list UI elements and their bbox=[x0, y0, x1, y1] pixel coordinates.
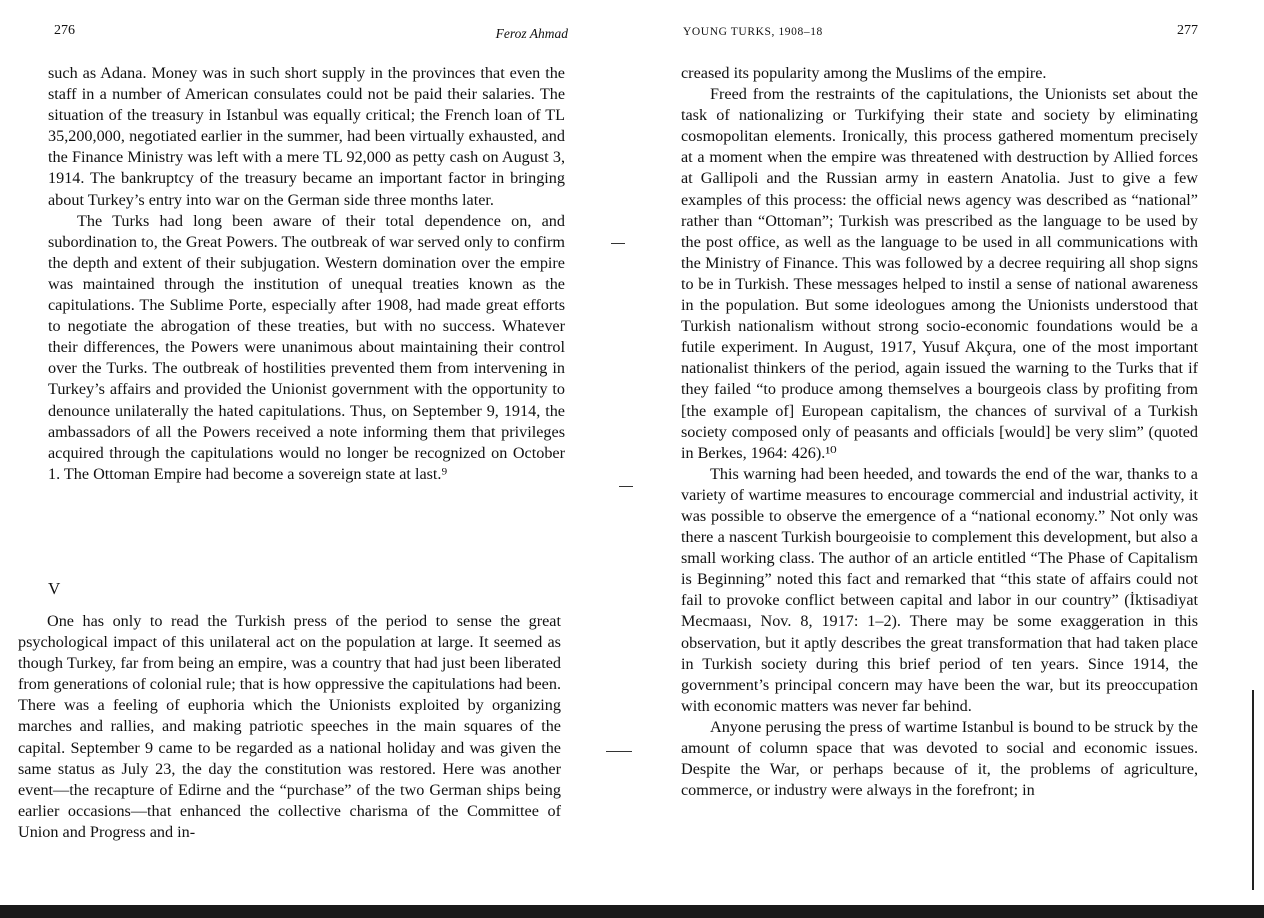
page-edge bbox=[1252, 690, 1254, 890]
paragraph: creased its popularity among the Muslims of the empire. bbox=[681, 64, 1047, 82]
left-column-top bbox=[48, 63, 565, 485]
left-page bbox=[0, 0, 620, 905]
paragraph: such as Adana. Money was in such short supply in the provinces that even the staff in a number of American consulates could not be paid their salaries. The situation of the treasury in Istanbul was equally critical; the French loan of TL 35,200,000, negotiated earlier in the summer, had been virtually exhausted, and the Finance Ministry was left with a mere TL 92,000 as petty cash on August 3, 1914. The bankruptcy of the treasury became an important factor in bringing about Turkey’s entry into war on the German side three months later. bbox=[48, 64, 565, 209]
paragraph: Anyone perusing the press of wartime Istanbul is bound to be struck by the amount of column space that was devoted to social and economic issues. Despite the War, or perhaps because of it, the problems of agriculture, commerce, or industry were always in the forefront; in bbox=[681, 717, 1198, 800]
page-number: 276 bbox=[54, 23, 75, 38]
paragraph: One has only to read the Turkish press of the period to sense the great psychological impact of this unilateral act on the population at large. It seemed as though Turkey, far from being an empire, was a country that had just been liberated from generations of colonial rule; that is how oppressive the capitulations had been. There was a feeling of euphoria which the Unionists exploited by organizing marches and rallies, and making patriotic speeches in the main squares of the capital. September 9 came to be regarded as a national holiday and was given the same status as July 23, the day the constitution was restored. Here was another event—the recapture of Edirne and the “purchase” of the two German ships being earlier occasions—that enhanced the collective charisma of the Committee of Union and Progress and in- bbox=[18, 612, 561, 841]
page-number: 277 bbox=[1177, 23, 1198, 38]
right-page bbox=[620, 0, 1264, 905]
paragraph: This warning had been heeded, and towards the end of the war, thanks to a variety of wartime measures to encourage commercial and industrial activity, it was possible to observe the emergence of a “national economy.” Not only was there a nascent Turkish bourgeoisie to complement this development, but also a small working class. The author of an article entitled “The Phase of Capitalism is Beginning” noted this fact and remarked that “this state of affairs could not fail to provoke conflict between capital and labor in our country” (İktisadiyat Mecmaası, Nov. 8, 1917: 1–2). There may be some exaggeration in this observation, but it aptly describes the great transformation that had taken place in Turkish society during this brief period of ten years. Since 1914, the government’s principal concern may have been the war, but its preoccupation with economic matters was never far behind. bbox=[681, 464, 1198, 715]
left-column-bottom bbox=[18, 611, 561, 843]
section-heading: V bbox=[48, 579, 61, 598]
paragraph: The Turks had long been aware of their total dependence on, and subordination to, the Great Powers. The outbreak of war served only to confirm the depth and extent of their subjugation. Western domination over the empire was maintained through the institution of unequal treaties known as the capitulations. The Sublime Porte, especially after 1908, had made great efforts to negotiate the abrogation of these treaties, but with no success. Whatever their differences, the Powers were unanimous about maintaining their control over the Turks. The outbreak of hostilities prevented them from intervening in Turkey’s affairs and provided the Unionist government with the opportunity to denounce unilaterally the hated capitulations. Thus, on September 9, 1914, the ambassadors of all the Powers received a note informing them that privileges acquired through the capitulations would no longer be recognized on October 1. The Ottoman Empire had become a sovereign state at last.⁹ bbox=[48, 211, 565, 483]
scanner-edge bbox=[0, 905, 1264, 918]
running-head-title: YOUNG TURKS, 1908–18 bbox=[683, 26, 823, 38]
paragraph: Freed from the restraints of the capitulations, the Unionists set about the task of nationalizing or Turkifying their state and society by eliminating cosmopolitan elements. Ironically, this process gathered momentum precisely at a moment when the empire was threatened with destruction by Allied forces at Gallipoli and the Russian army in eastern Anatolia. Just to give a few examples of this process: the official news agency was described as “national” rather than “Ottoman”; Turkish was prescribed as the language to be used by the post office, as well as the language to be used in all communications with the Ministry of Finance. This was followed by a decree requiring all shop signs to be in Turkish. These messages helped to instil a sense of national awareness in the population. But some ideologues among the Unionists understood that Turkish nationalism without strong socio-economic foundations would be a futile experiment. In August, 1917, Yusuf Akçura, one of the most important nationalist thinkers of the period, again issued the warning to the Turks that if they failed “to produce among themselves a bourgeois class by profiting from [the example of] European capitalism, the chances of survival of a Turkish society composed only of peasants and officials [would] be very slim” (quoted in Berkes, 1964: 426).¹⁰ bbox=[681, 85, 1198, 462]
right-column bbox=[681, 63, 1198, 801]
running-head-author: Feroz Ahmad bbox=[495, 26, 568, 41]
